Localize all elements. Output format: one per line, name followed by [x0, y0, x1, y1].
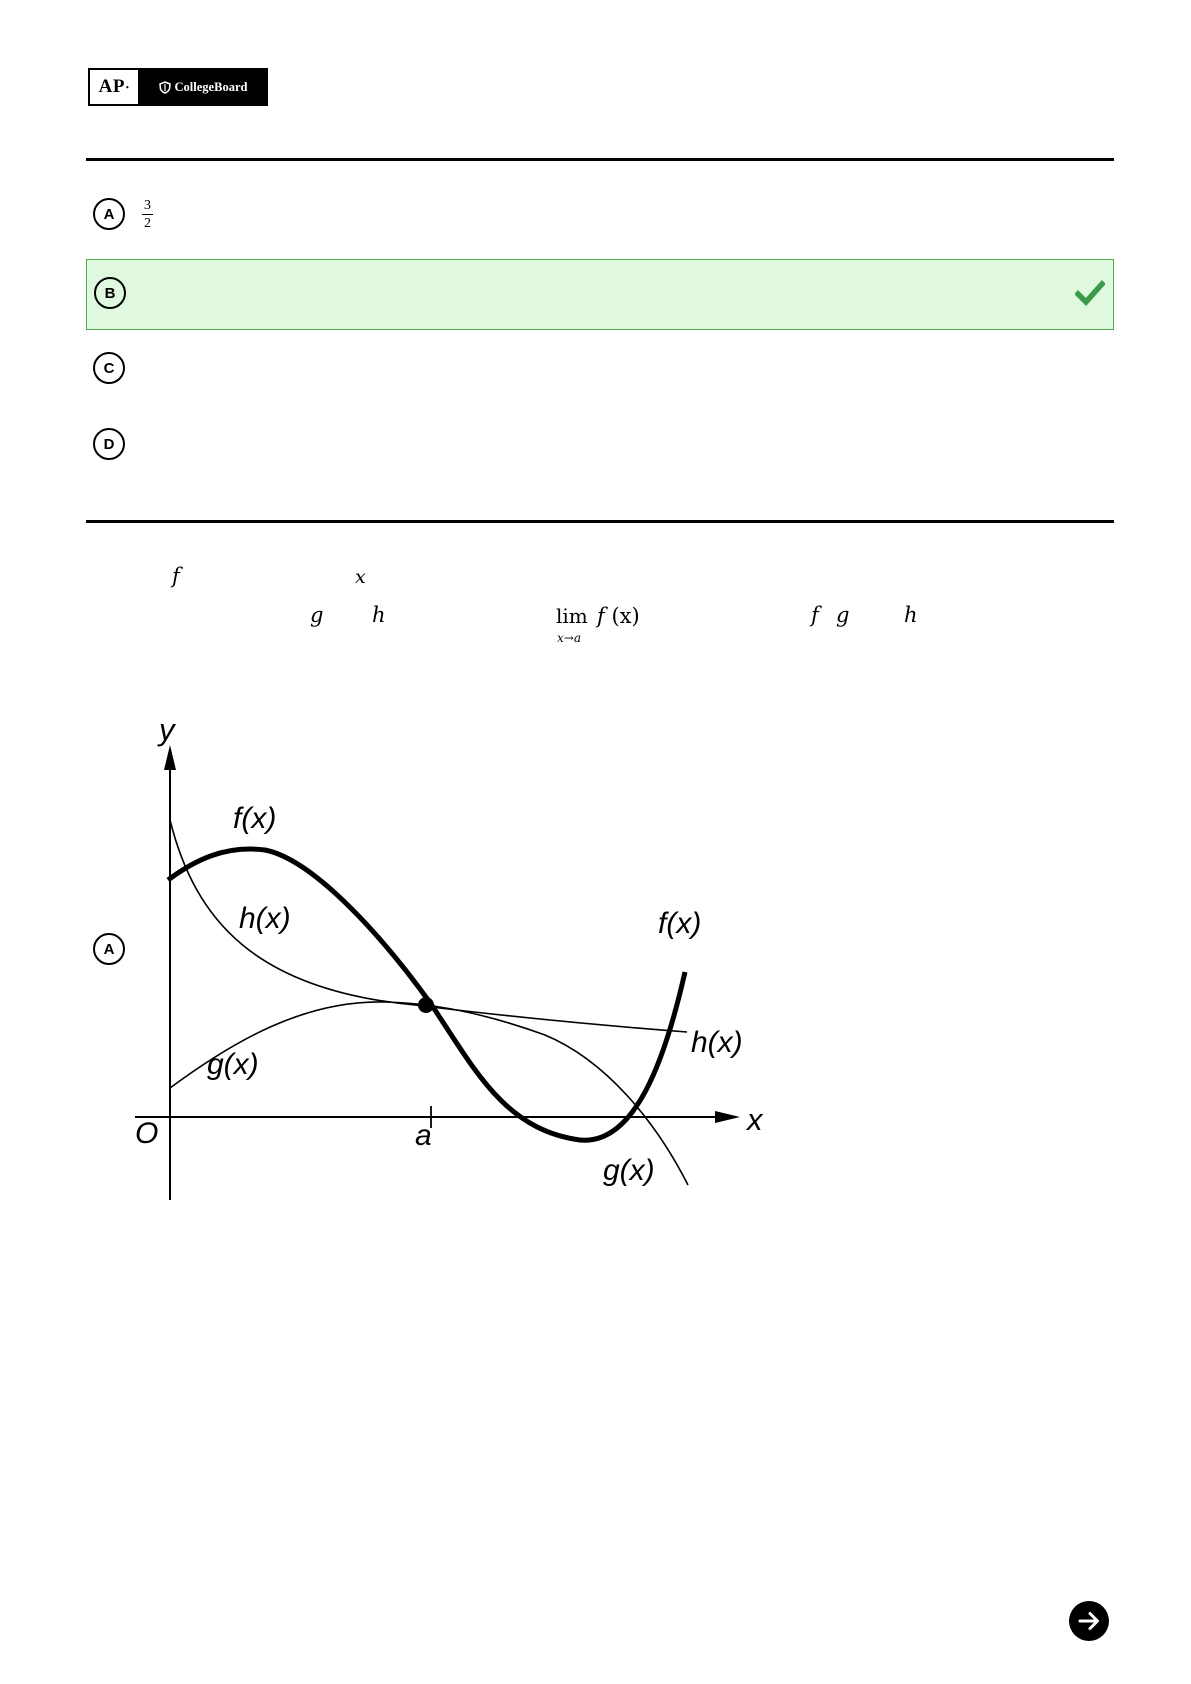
limit-function-arg: (x)	[611, 604, 640, 628]
var-h-2: h	[904, 603, 918, 627]
y-axis-label: y	[159, 712, 175, 747]
next-button[interactable]	[1069, 1601, 1109, 1641]
origin-label: O	[135, 1117, 159, 1150]
answer-option-a[interactable]	[86, 178, 1114, 254]
curve-f	[168, 849, 685, 1140]
option-letter-d: D	[93, 428, 125, 460]
y-axis-arrow	[164, 745, 176, 770]
fraction-denominator: 2	[144, 216, 151, 231]
x-axis-arrow	[715, 1111, 740, 1123]
var-g-2: g	[836, 603, 850, 627]
shield-icon	[159, 81, 171, 94]
label-f-right: f(x)	[658, 907, 702, 940]
collegeboard-logo-mark	[140, 70, 266, 104]
function-graph	[135, 700, 835, 1220]
label-g-left: g(x)	[207, 1048, 259, 1081]
option-letter-c: C	[93, 352, 125, 384]
limit-function	[597, 604, 640, 628]
limit-subscript: x→a	[557, 631, 581, 645]
bottom-divider	[86, 520, 1114, 523]
answer-option-c[interactable]	[86, 332, 1114, 408]
var-h: h	[372, 603, 386, 627]
var-g: g	[310, 603, 324, 627]
answer-option-d[interactable]	[86, 408, 1114, 484]
label-f-top: f(x)	[233, 802, 277, 835]
fraction-numerator: 3	[144, 198, 151, 213]
limit-lim: lim	[556, 604, 588, 628]
ap-collegeboard-logo	[88, 68, 268, 106]
label-h-top: h(x)	[239, 902, 291, 935]
limit-function-name: f	[597, 604, 605, 628]
option-a-fraction	[142, 198, 153, 231]
tick-a-label: a	[415, 1119, 432, 1152]
ap-logo-text: AP	[98, 76, 125, 97]
ap-logo-mark: AP •	[90, 70, 140, 104]
option-letter-a: A	[93, 198, 125, 230]
var-x: x	[355, 566, 366, 588]
var-f: f	[172, 564, 180, 588]
check-icon	[1075, 280, 1105, 306]
var-f-2: f	[811, 603, 819, 627]
x-axis-label: x	[747, 1102, 763, 1137]
graph-option-letter-a: A	[93, 933, 125, 965]
answer-option-b[interactable]	[86, 259, 1114, 330]
intersection-point	[418, 997, 434, 1013]
label-g-bottom: g(x)	[603, 1154, 655, 1187]
top-divider	[86, 158, 1114, 161]
option-letter-b: B	[94, 277, 126, 309]
limit-expression	[556, 604, 640, 645]
collegeboard-logo-text: CollegeBoard	[174, 79, 248, 94]
label-h-right: h(x)	[691, 1026, 743, 1059]
arrow-right-circle-icon	[1076, 1608, 1102, 1634]
